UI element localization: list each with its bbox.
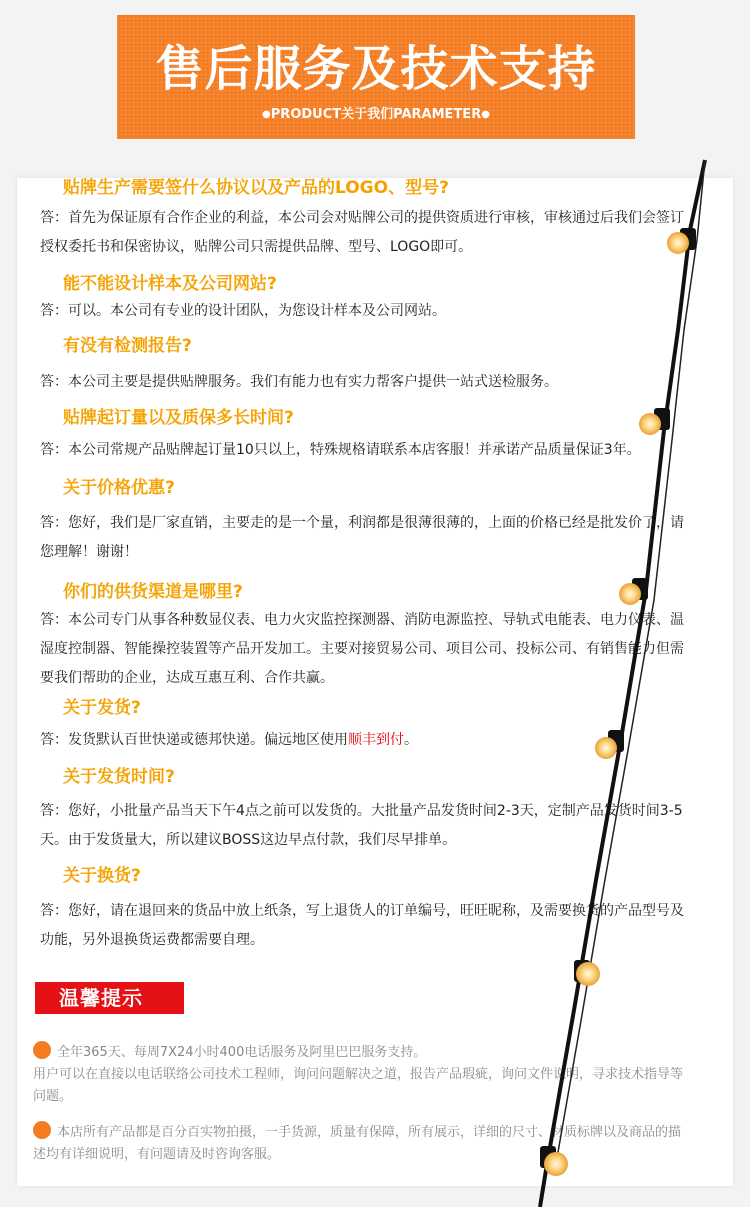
faq-answer: 答：本公司专门从事各种数显仪表、电力火灾监控探测器、消防电源监控、导轨式电能表、电力仪表、温湿度控制器、智能操控装置等产品开发加工。主要对接贸易公司、项目公司、投标公司、有销售能力但需要我们帮助的企业，达成互惠互利、合作共赢。 <box>40 612 684 686</box>
page-title: 售后服务及技术支持 <box>155 41 597 97</box>
faq-question: 有没有检测报告? <box>63 336 192 356</box>
tip-item <box>33 1121 693 1166</box>
tip-line: 用户可以在直接以电话联络公司技术工程师，询问问题解决之道，报告产品瑕疵，询问文件说明，寻求技术指导等问题。 <box>33 1067 684 1104</box>
faq-question: 关于换货? <box>63 866 141 886</box>
dot-icon: ● <box>262 109 271 120</box>
faq-answer: 答：本公司主要是提供贴牌服务。我们有能力也有实力帮客户提供一站式送检服务。 <box>40 374 558 390</box>
header-banner <box>117 15 635 139</box>
faq-question: 关于价格优惠? <box>63 478 175 498</box>
tip-line: 本店所有产品都是百分百实物拍摄，一手货源，质量有保障，所有展示，详细的尺寸、材质标牌以及商品的描述均有详细说明，有问题请及时咨询客服。 <box>33 1125 682 1162</box>
tip-item <box>33 1041 693 1108</box>
tips-label: 温馨提示 <box>35 982 184 1014</box>
faq-question: 关于发货? <box>63 698 141 718</box>
dot-icon: ● <box>481 109 490 120</box>
answer-end: 。 <box>404 732 418 748</box>
faq-answer: 答：您好，我们是厂家直销，主要走的是一个量，利润都是很薄很薄的，上面的价格已经是批发价了，请您理解！谢谢！ <box>40 515 684 560</box>
tip-line: 全年365天、每周7X24小时400电话服务及阿里巴巴服务支持。 <box>57 1045 427 1060</box>
subtitle-left: PRODUCT <box>270 107 342 122</box>
faq-question: 你们的供货渠道是哪里? <box>63 582 243 602</box>
faq-question: 贴牌起订量以及质保多长时间? <box>63 408 294 428</box>
bullet-circle-icon <box>33 1121 51 1139</box>
faq-answer: 答：您好，请在退回来的货品中放上纸条，写上退货人的订单编号，旺旺昵称，及需要换货的产品型号及功能，另外退换货运费都需要自理。 <box>40 903 684 948</box>
answer-text: 答：发货默认百世快递或德邦快递。偏远地区使用 <box>40 732 348 748</box>
subtitle-right: PARAMETER <box>393 107 482 122</box>
faq-answer: 答：可以。本公司有专业的设计团队，为您设计样本及公司网站。 <box>40 303 446 319</box>
faq-question: 能不能设计样本及公司网站? <box>63 274 277 294</box>
faq-question: 关于发货时间? <box>63 767 175 787</box>
faq-answer: 答：您好，小批量产品当天下午4点之前可以发货的。大批量产品发货时间2-3天，定制产品发货时间3-5天。由于发货量大，所以建议BOSS这边早点付款，我们尽早排单。 <box>40 803 683 848</box>
banner-subtitle <box>117 103 635 122</box>
faq-question: 贴牌生产需要签什么协议以及产品的LOGO、型号? <box>63 178 449 198</box>
faq-answer: 答：本公司常规产品贴牌起订量10只以上，特殊规格请联系本店客服！并承诺产品质量保证3年。 <box>40 442 641 458</box>
subtitle-mid: 关于我们 <box>341 107 394 122</box>
faq-answer <box>40 726 695 755</box>
highlight-text: 顺丰到付 <box>348 732 404 748</box>
faq-answer: 答：首先为保证原有合作企业的利益，本公司会对贴牌公司的提供资质进行审核，审核通过后我们会签订授权委托书和保密协议，贴牌公司只需提供品牌、型号、LOGO即可。 <box>40 210 684 255</box>
bullet-circle-icon <box>33 1041 51 1059</box>
